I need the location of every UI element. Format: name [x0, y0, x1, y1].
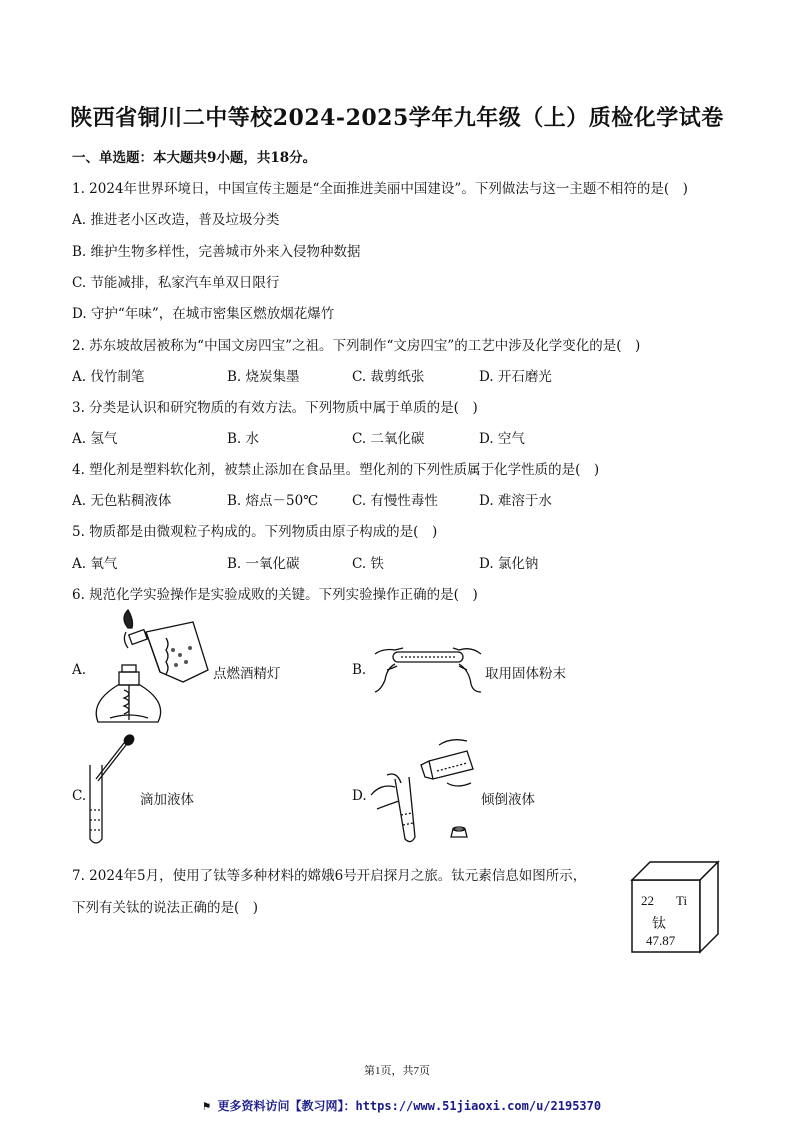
page-title: 陕西省铜川二中等校2024-2025学年九年级（上）质检化学试卷 — [70, 105, 724, 131]
question-5-option-d: D. 氯化钠 — [479, 556, 539, 572]
test-tube-hands-illustration — [373, 640, 483, 695]
question-7-stem-line1: 7. 2024年5月，使用了钛等多种材料的嫦娥6号开启探月之旅。钛元素信息如图所示， — [72, 868, 587, 884]
pouring-liquid-illustration — [367, 735, 477, 850]
dropper-test-tube-illustration — [84, 735, 144, 850]
element-name: 钛 — [652, 916, 666, 932]
question-6-option-c-letter: C. — [72, 788, 87, 804]
question-1-stem: 1. 2024年世界环境日，中国宣传主题是“全面推进美丽中国建设”。下列做法与这一主题不相符的是( ) — [72, 181, 688, 197]
question-4-option-c: C. 有慢性毒性 — [352, 493, 438, 509]
question-6-stem: 6. 规范化学实验操作是实验成败的关键。下列实验操作正确的是( ) — [72, 587, 478, 603]
question-1-option-c: C. 节能减排，私家汽车单双日限行 — [72, 275, 280, 291]
question-6-option-d-caption: 倾倒液体 — [481, 792, 535, 808]
question-3-option-b: B. 水 — [227, 431, 260, 447]
question-5-option-c: C. 铁 — [352, 556, 384, 572]
element-atomic-number: 22 — [641, 893, 654, 908]
section-heading: 一、单选题：本大题共9小题，共18分。 — [72, 150, 317, 166]
question-5-option-b: B. 一氧化碳 — [227, 556, 300, 572]
question-3-option-d: D. 空气 — [479, 431, 525, 447]
question-5-option-a: A. 氧气 — [72, 556, 118, 572]
element-symbol: Ti — [676, 893, 688, 908]
question-4-option-a: A. 无色粘稠液体 — [72, 493, 172, 509]
alcohol-lamp-illustration — [88, 610, 213, 732]
question-3-option-a: A. 氢气 — [72, 431, 118, 447]
question-6-option-b-caption: 取用固体粉末 — [485, 666, 566, 682]
resource-banner-text[interactable]: 更多资料访问【教习网】：https://www.51jiaoxi.com/u/2195370 — [217, 1099, 602, 1113]
flag-icon: ⚑ — [203, 1099, 211, 1113]
page-number: 第1页，共7页 — [364, 1065, 430, 1077]
question-6-option-a-letter: A. — [72, 662, 87, 678]
question-6-option-a-caption: 点燃酒精灯 — [213, 666, 281, 682]
question-4-stem: 4. 塑化剂是塑料软化剂，被禁止添加在食品里。塑化剂的下列性质属于化学性质的是( ) — [72, 462, 600, 478]
question-2-option-d: D. 开石磨光 — [479, 369, 552, 385]
question-2-option-a: A. 伐竹制笔 — [72, 369, 145, 385]
question-1-option-b: B. 维护生物多样性，完善城市外来入侵物种数据 — [72, 244, 361, 260]
question-7-stem-line2: 下列有关钛的说法正确的是( ) — [72, 900, 259, 916]
question-2-stem: 2. 苏东坡故居被称为“中国文房四宝”之祖。下列制作“文房四宝”的工艺中涉及化学变化的是( ) — [72, 338, 641, 354]
question-4-option-d: D. 难溶于水 — [479, 493, 552, 509]
element-atomic-mass: 47.87 — [646, 933, 676, 948]
question-6-option-b-letter: B. — [352, 662, 367, 678]
question-2-option-c: C. 裁剪纸张 — [352, 369, 425, 385]
question-3-option-c: C. 二氧化碳 — [352, 431, 425, 447]
question-4-option-b: B. 熔点－50℃ — [227, 493, 319, 509]
question-3-stem: 3. 分类是认识和研究物质的有效方法。下列物质中属于单质的是( ) — [72, 400, 478, 416]
resource-banner[interactable] — [203, 1097, 601, 1114]
question-1-option-a: A. 推进老小区改造，普及垃圾分类 — [72, 212, 280, 228]
question-1-option-d: D. 守护“年味”，在城市密集区燃放烟花爆竹 — [72, 306, 335, 322]
question-6-option-d-letter: D. — [352, 788, 367, 804]
question-6-option-c-caption: 滴加液体 — [140, 792, 194, 808]
question-2-option-b: B. 烧炭集墨 — [227, 369, 300, 385]
question-5-stem: 5. 物质都是由微观粒子构成的。下列物质由原子构成的是( ) — [72, 524, 438, 540]
